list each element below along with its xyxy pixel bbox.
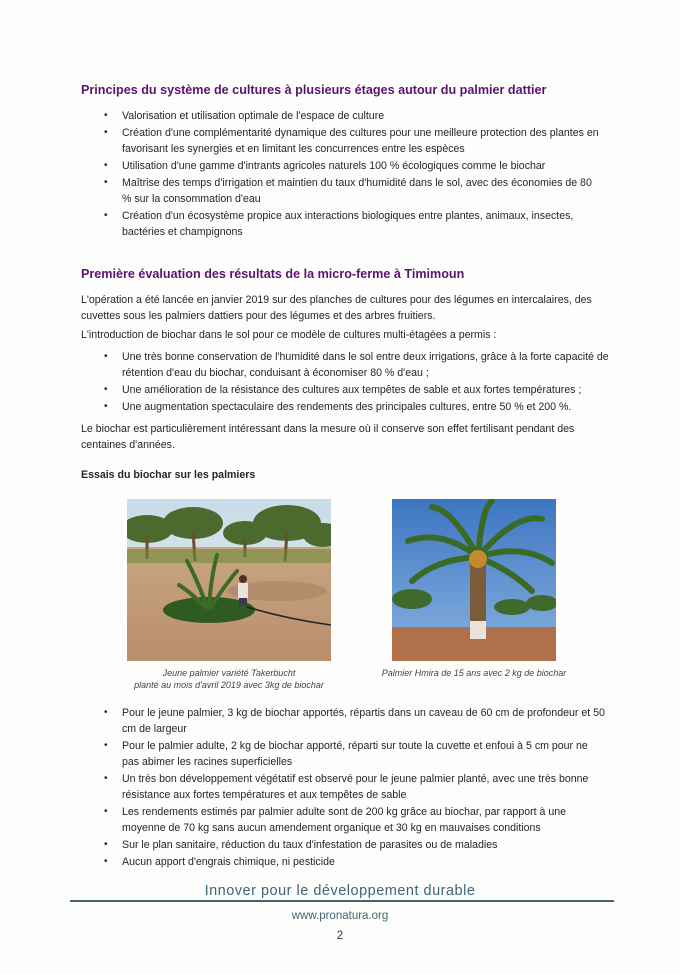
adult-palm-photo: [392, 499, 556, 661]
list-item-text: Valorisation et utilisation optimale de l'espace de culture: [122, 110, 385, 122]
young-palm-photo: [127, 499, 331, 661]
list-item-text: Pour le jeune palmier, 3 kg de biochar apportés, répartis dans un caveau de 60 cm de profondeur et 50 cm de largeur: [122, 707, 605, 735]
list-item: [81, 349, 609, 381]
list-item: [81, 854, 605, 870]
bullet-icon: •: [104, 707, 108, 718]
list-item-text: Un très bon développement végétatif est observé pour le jeune palmier planté, avec une très bonne résistance aux fortes températures et aux tempêtes de sable: [122, 773, 589, 801]
paragraph-intro: L'introduction de biochar dans le sol pour ce modèle de cultures multi-étagées a permis :: [81, 329, 497, 341]
bullet-icon: •: [104, 856, 108, 867]
bullet-icon: •: [104, 839, 108, 850]
list-item-text: Les rendements estimés par palmier adulte sont de 200 kg grâce au biochar, par rapport à une moyenne de 70 kg sans aucun amendement organique et 30 kg en mauvaises conditions: [122, 806, 567, 834]
bullet-icon: •: [104, 127, 108, 138]
list-item: [81, 771, 605, 803]
bullet-icon: •: [104, 773, 108, 784]
young-palm-image: [127, 499, 331, 661]
section-heading-principles: Principes du système de cultures à plusieurs étages autour du palmier dattier: [81, 83, 547, 97]
list-item-text: Une augmentation spectaculaire des rendements des principales cultures, entre 50 % et 200 %.: [122, 401, 572, 413]
paragraph-biochar: Le biochar est particulièrement intéressant dans la mesure où il conserve son effet fertilisant pendant des centaines d'années.: [81, 423, 575, 451]
bullet-icon: •: [104, 740, 108, 751]
bullet-icon: •: [104, 160, 108, 171]
footer-website-link[interactable]: www.pronatura.org: [291, 910, 389, 922]
list-item: [81, 108, 601, 124]
list-item-text: Une amélioration de la résistance des cultures aux tempêtes de sable et aux fortes températures ;: [122, 384, 582, 396]
adult-palm-image: [392, 499, 556, 661]
list-item: [81, 175, 601, 207]
results-list: [81, 349, 609, 416]
page-number: 2: [336, 930, 344, 942]
bullet-icon: •: [104, 110, 108, 121]
list-item-text: Une très bonne conservation de l'humidité dans le sol entre deux irrigations, grâce à la forte capacité de rétention d'eau du biochar, conduisant à économiser 80 % d'eau ;: [122, 351, 609, 379]
list-item-text: Création d'un écosystème propice aux interactions biologiques entre plantes, animaux, insectes, bactéries et champignons: [122, 210, 574, 238]
list-item-text: Création d'une complémentarité dynamique des cultures pour une meilleure protection des plantes en favorisant les synergies et en limitant les concurrences entre les espèces: [122, 127, 599, 155]
list-item: [81, 804, 605, 836]
young-palm-caption: [110, 667, 348, 691]
bullet-icon: •: [104, 177, 108, 188]
caption-line: Jeune palmier variété Takerbucht: [162, 668, 296, 678]
bullet-icon: •: [104, 384, 108, 395]
list-item: [81, 705, 605, 737]
list-item: [81, 125, 601, 157]
bullet-icon: •: [104, 210, 108, 221]
list-item: [81, 399, 609, 415]
bullet-icon: •: [104, 351, 108, 362]
caption-line: planté au mois d'avril 2019 avec 3kg de biochar: [134, 680, 324, 690]
list-item: [81, 382, 609, 398]
list-item: [81, 208, 601, 240]
list-item-text: Sur le plan sanitaire, réduction du taux d'infestation de parasites ou de maladies: [122, 839, 498, 851]
principles-list: [81, 108, 601, 241]
footer-divider: [70, 900, 614, 902]
adult-palm-caption: Palmier Hmira de 15 ans avec 2 kg de biochar: [381, 668, 567, 678]
footer-tagline: Innover pour le développement durable: [204, 883, 476, 899]
list-item: [81, 738, 605, 770]
list-item-text: Maîtrise des temps d'irrigation et maintien du taux d'humidité dans le sol, avec des économies de 80 % sur la consommation d'eau: [122, 177, 592, 205]
list-item-text: Aucun apport d'engrais chimique, ni pesticide: [122, 856, 335, 868]
list-item: [81, 837, 605, 853]
list-item-text: Pour le palmier adulte, 2 kg de biochar apporté, réparti sur toute la cuvette et enfoui à 5 cm pour ne pas abimer les racines superficielles: [122, 740, 588, 768]
list-item-text: Utilisation d'une gamme d'intrants agricoles naturels 100 % écologiques comme le biochar: [122, 160, 546, 172]
subheading-palm-trials: Essais du biochar sur les palmiers: [81, 469, 256, 481]
bullet-icon: •: [104, 806, 108, 817]
section-heading-evaluation: Première évaluation des résultats de la micro-ferme à Timimoun: [81, 267, 465, 281]
paragraph-launch: L'opération a été lancée en janvier 2019 sur des planches de cultures pour des légumes en intercalaires, des cuvettes sous les palmiers dattiers pour des légumes et des arbres fruitiers.: [81, 294, 592, 322]
bullet-icon: •: [104, 401, 108, 412]
list-item: [81, 158, 601, 174]
palm-trial-list: [81, 705, 605, 871]
